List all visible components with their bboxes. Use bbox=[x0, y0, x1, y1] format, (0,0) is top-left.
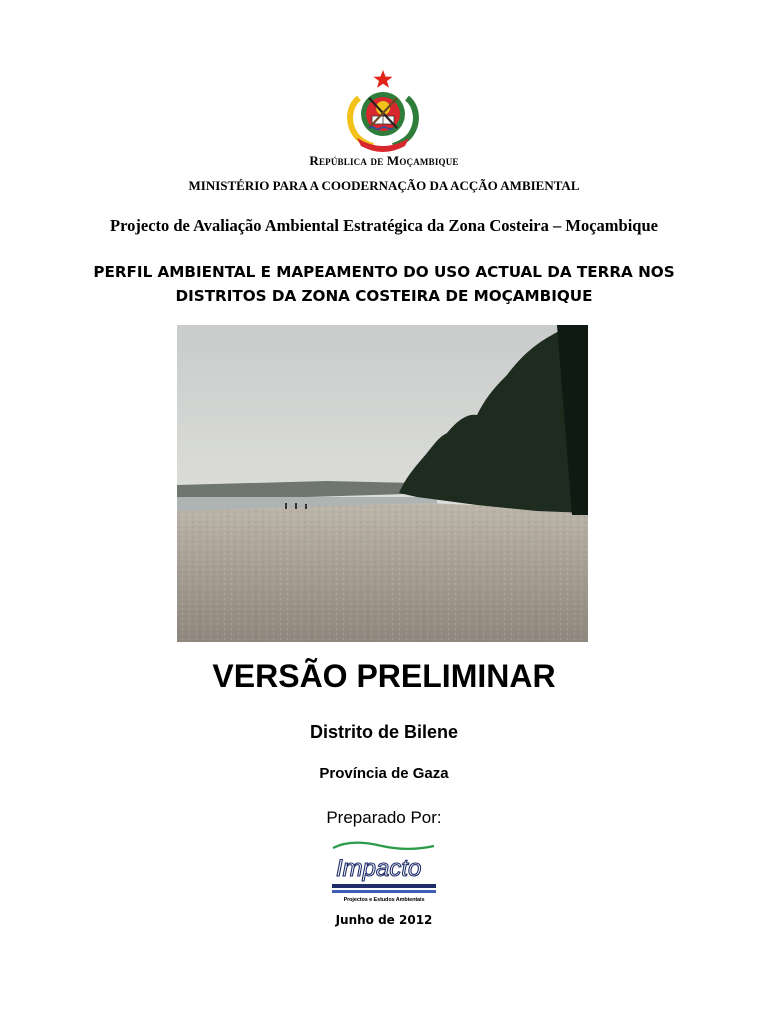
province-heading: Província de Gaza bbox=[319, 765, 449, 782]
ministry-heading: MINISTÉRIO PARA A COODERNAÇÃO DA ACÇÃO AMBIENTAL bbox=[188, 178, 580, 193]
logo-tagline: Projectos e Estudos Ambientais bbox=[343, 897, 425, 903]
report-title-line-1: PERFIL AMBIENTAL E MAPEAMENTO DO USO ACTUAL DA TERRA NOS bbox=[93, 263, 675, 281]
district-heading: Distrito de Bilene bbox=[309, 722, 459, 742]
report-title-line-2: DISTRITOS DA ZONA COSTEIRA DE MOÇAMBIQUE bbox=[175, 287, 593, 305]
prepared-by-label: Preparado Por: bbox=[326, 808, 442, 827]
date-label: Junho de 2012 bbox=[335, 913, 433, 927]
coat-of-arms-icon bbox=[339, 68, 427, 154]
report-title bbox=[60, 260, 708, 308]
republic-heading: República de Moçambique bbox=[309, 153, 459, 168]
version-title: VERSÃO PRELIMINAR bbox=[212, 658, 556, 694]
project-title: Projecto de Avaliação Ambiental Estratégica da Zona Costeira – Moçambique bbox=[110, 216, 658, 235]
svg-text:Impacto: Impacto bbox=[336, 855, 422, 882]
beach-photo bbox=[177, 325, 588, 642]
